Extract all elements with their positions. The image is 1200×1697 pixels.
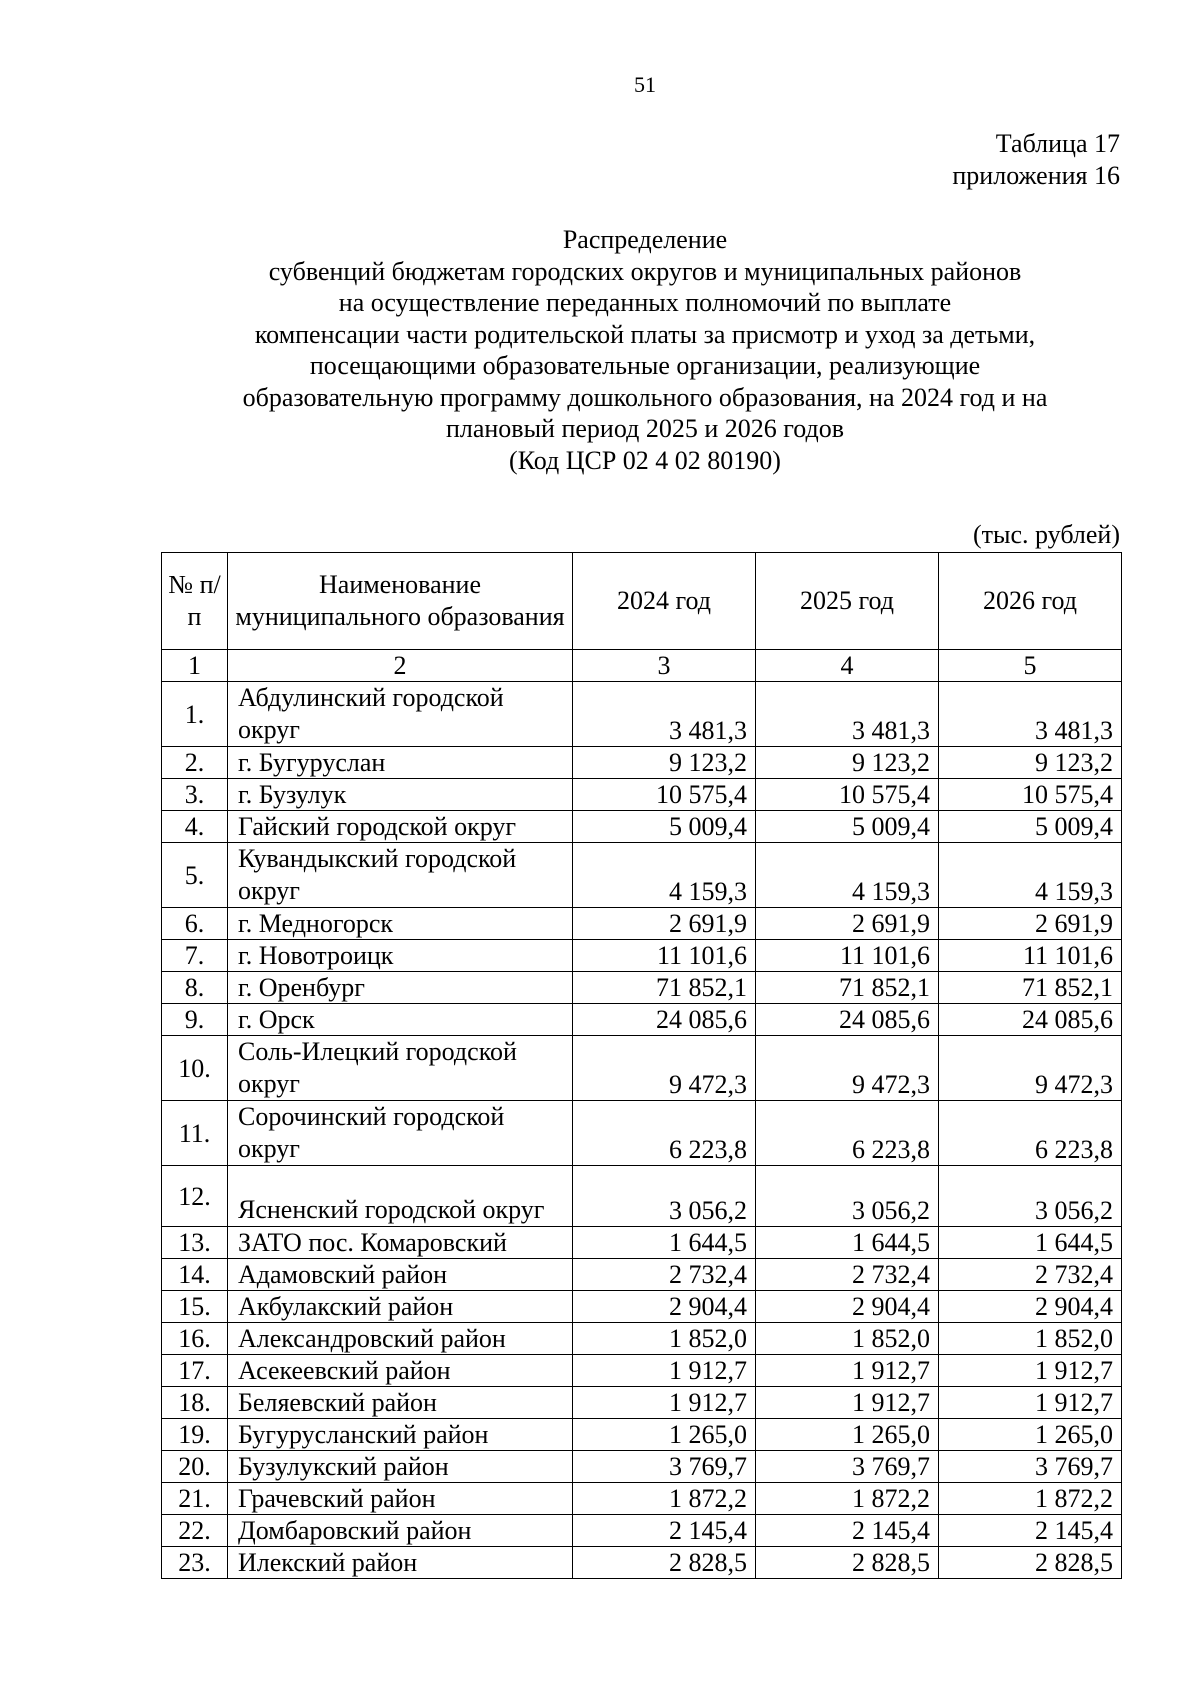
- municipality-name: г. Орск: [228, 1004, 573, 1036]
- value-2025: 2 691,9: [756, 908, 939, 940]
- municipality-name: Соль-Илецкий городской округ: [228, 1036, 573, 1101]
- row-number: 18.: [162, 1387, 228, 1419]
- table-row: [162, 1227, 1122, 1259]
- table-row: [162, 1483, 1122, 1515]
- value-2025: 1 872,2: [756, 1483, 939, 1515]
- value-2024: 5 009,4: [573, 811, 756, 843]
- value-2025: 2 904,4: [756, 1291, 939, 1323]
- row-number: 23.: [162, 1547, 228, 1579]
- municipality-name: Александровский район: [228, 1323, 573, 1355]
- table-row: [162, 843, 1122, 908]
- table-row: [162, 779, 1122, 811]
- title-line: посещающими образовательные организации, реализующие: [309, 351, 981, 380]
- value-2025: 2 732,4: [756, 1259, 939, 1291]
- value-2025: 10 575,4: [756, 779, 939, 811]
- value-2024: 10 575,4: [573, 779, 756, 811]
- column-number: 5: [939, 650, 1122, 682]
- value-2024: 4 159,3: [573, 843, 756, 908]
- municipality-name: г. Оренбург: [228, 972, 573, 1004]
- title-line: субвенций бюджетам городских округов и муниципальных районов: [268, 256, 1022, 286]
- units-label: (тыс. рублей): [972, 520, 1120, 549]
- value-2025: 6 223,8: [756, 1101, 939, 1166]
- table-row: [162, 1101, 1122, 1166]
- value-2024: 3 769,7: [573, 1451, 756, 1483]
- value-2026: 5 009,4: [939, 811, 1122, 843]
- municipality-name: Гайский городской округ: [228, 811, 573, 843]
- table-row: [162, 908, 1122, 940]
- value-2024: 1 644,5: [573, 1227, 756, 1259]
- row-number: 19.: [162, 1419, 228, 1451]
- value-2026: 9 123,2: [939, 747, 1122, 779]
- municipality-name: Акбулакский район: [228, 1291, 573, 1323]
- row-number: 6.: [162, 908, 228, 940]
- value-2025: 1 912,7: [756, 1387, 939, 1419]
- value-2026: 4 159,3: [939, 843, 1122, 908]
- municipality-name: Бугурусланский район: [228, 1419, 573, 1451]
- municipality-name: Грачевский район: [228, 1483, 573, 1515]
- row-number: 2.: [162, 747, 228, 779]
- row-number: 7.: [162, 940, 228, 972]
- table-row: [162, 940, 1122, 972]
- municipality-name: г. Бузулук: [228, 779, 573, 811]
- row-number: 13.: [162, 1227, 228, 1259]
- row-number: 12.: [162, 1166, 228, 1227]
- municipality-name: Илекский район: [228, 1547, 573, 1579]
- value-2024: 24 085,6: [573, 1004, 756, 1036]
- table-row: [162, 811, 1122, 843]
- value-2024: 9 123,2: [573, 747, 756, 779]
- value-2026: 2 691,9: [939, 908, 1122, 940]
- value-2025: 1 912,7: [756, 1355, 939, 1387]
- table-row: [162, 1387, 1122, 1419]
- table-row: [162, 1451, 1122, 1483]
- municipality-name: Асекеевский район: [228, 1355, 573, 1387]
- table-row: [162, 747, 1122, 779]
- distribution-table: [161, 552, 1122, 1579]
- table-row: [162, 1259, 1122, 1291]
- municipality-name: Адамовский район: [228, 1259, 573, 1291]
- table-row: [162, 682, 1122, 747]
- table-header-row: [162, 553, 1122, 650]
- municipality-name: ЗАТО пос. Комаровский: [228, 1227, 573, 1259]
- table-row: [162, 972, 1122, 1004]
- table-row: [162, 1419, 1122, 1451]
- value-2024: 1 872,2: [573, 1483, 756, 1515]
- row-number: 21.: [162, 1483, 228, 1515]
- title-line: плановый период 2025 и 2026 годов: [445, 414, 845, 443]
- municipality-name: г. Бугуруслан: [228, 747, 573, 779]
- table-row: [162, 1515, 1122, 1547]
- table-row: [162, 1547, 1122, 1579]
- value-2025: 9 123,2: [756, 747, 939, 779]
- municipality-name: Сорочинский городской округ: [228, 1101, 573, 1166]
- value-2026: 1 265,0: [939, 1419, 1122, 1451]
- table-reference: [952, 128, 1120, 192]
- page-number: 51: [634, 72, 656, 97]
- row-number: 15.: [162, 1291, 228, 1323]
- value-2025: 3 769,7: [756, 1451, 939, 1483]
- value-2026: 1 644,5: [939, 1227, 1122, 1259]
- value-2026: 11 101,6: [939, 940, 1122, 972]
- value-2024: 2 732,4: [573, 1259, 756, 1291]
- value-2025: 9 472,3: [756, 1036, 939, 1101]
- title-line: образовательную программу дошкольного образования, на 2024 год и на: [242, 382, 1048, 412]
- value-2026: 2 732,4: [939, 1259, 1122, 1291]
- value-2025: 71 852,1: [756, 972, 939, 1004]
- row-number: 16.: [162, 1323, 228, 1355]
- value-2025: 5 009,4: [756, 811, 939, 843]
- row-number: 22.: [162, 1515, 228, 1547]
- municipality-name: Домбаровский район: [228, 1515, 573, 1547]
- header-2025: 2025 год: [756, 553, 939, 650]
- column-number: 3: [573, 650, 756, 682]
- header-2024: 2024 год: [573, 553, 756, 650]
- header-name: Наименование муниципального образования: [228, 553, 573, 650]
- table-row: [162, 1323, 1122, 1355]
- municipality-name: г. Медногорск: [228, 908, 573, 940]
- title-line: на осуществление переданных полномочий по выплате: [338, 288, 952, 317]
- header-number: № п/п: [162, 553, 228, 650]
- value-2025: 1 265,0: [756, 1419, 939, 1451]
- municipality-name: Ясненский городской округ: [228, 1166, 573, 1227]
- value-2026: 3 769,7: [939, 1451, 1122, 1483]
- value-2026: 3 056,2: [939, 1166, 1122, 1227]
- value-2024: 3 056,2: [573, 1166, 756, 1227]
- value-2026: 1 872,2: [939, 1483, 1122, 1515]
- value-2025: 2 828,5: [756, 1547, 939, 1579]
- municipality-name: г. Новотроицк: [228, 940, 573, 972]
- row-number: 4.: [162, 811, 228, 843]
- row-number: 14.: [162, 1259, 228, 1291]
- value-2026: 2 904,4: [939, 1291, 1122, 1323]
- value-2026: 3 481,3: [939, 682, 1122, 747]
- value-2026: 10 575,4: [939, 779, 1122, 811]
- table-row: [162, 1355, 1122, 1387]
- value-2024: 71 852,1: [573, 972, 756, 1004]
- value-2026: 9 472,3: [939, 1036, 1122, 1101]
- value-2026: 1 852,0: [939, 1323, 1122, 1355]
- value-2024: 1 912,7: [573, 1387, 756, 1419]
- value-2024: 1 265,0: [573, 1419, 756, 1451]
- row-number: 9.: [162, 1004, 228, 1036]
- value-2024: 6 223,8: [573, 1101, 756, 1166]
- value-2026: 2 828,5: [939, 1547, 1122, 1579]
- row-number: 3.: [162, 779, 228, 811]
- table-row: [162, 1036, 1122, 1101]
- row-number: 10.: [162, 1036, 228, 1101]
- table-row: [162, 1004, 1122, 1036]
- column-number: 4: [756, 650, 939, 682]
- value-2026: 24 085,6: [939, 1004, 1122, 1036]
- column-number-row: [162, 650, 1122, 682]
- value-2025: 11 101,6: [756, 940, 939, 972]
- municipality-name: Абдулинский городской округ: [228, 682, 573, 747]
- row-number: 8.: [162, 972, 228, 1004]
- value-2026: 6 223,8: [939, 1101, 1122, 1166]
- table-reference-line-2: приложения 16: [952, 161, 1120, 190]
- value-2024: 1 912,7: [573, 1355, 756, 1387]
- value-2024: 9 472,3: [573, 1036, 756, 1101]
- value-2025: 1 852,0: [756, 1323, 939, 1355]
- row-number: 5.: [162, 843, 228, 908]
- value-2025: 4 159,3: [756, 843, 939, 908]
- municipality-name: Беляевский район: [228, 1387, 573, 1419]
- value-2024: 2 904,4: [573, 1291, 756, 1323]
- value-2026: 1 912,7: [939, 1387, 1122, 1419]
- municipality-name: Бузулукский район: [228, 1451, 573, 1483]
- value-2026: 2 145,4: [939, 1515, 1122, 1547]
- value-2024: 1 852,0: [573, 1323, 756, 1355]
- value-2024: 11 101,6: [573, 940, 756, 972]
- header-2026: 2026 год: [939, 553, 1122, 650]
- municipality-name: Кувандыкский городской округ: [228, 843, 573, 908]
- value-2026: 1 912,7: [939, 1355, 1122, 1387]
- value-2025: 24 085,6: [756, 1004, 939, 1036]
- value-2024: 3 481,3: [573, 682, 756, 747]
- row-number: 1.: [162, 682, 228, 747]
- table-row: [162, 1166, 1122, 1227]
- table-body: [162, 682, 1122, 1579]
- table-row: [162, 1291, 1122, 1323]
- value-2026: 71 852,1: [939, 972, 1122, 1004]
- value-2024: 2 145,4: [573, 1515, 756, 1547]
- title-line: компенсации части родительской платы за присмотр и уход за детьми,: [254, 319, 1036, 349]
- document-title: [100, 224, 1190, 476]
- value-2024: 2 691,9: [573, 908, 756, 940]
- column-number: 1: [162, 650, 228, 682]
- row-number: 17.: [162, 1355, 228, 1387]
- title-line: (Код ЦСР 02 4 02 80190): [509, 445, 781, 475]
- column-number: 2: [228, 650, 573, 682]
- row-number: 20.: [162, 1451, 228, 1483]
- value-2025: 3 481,3: [756, 682, 939, 747]
- value-2025: 2 145,4: [756, 1515, 939, 1547]
- value-2025: 3 056,2: [756, 1166, 939, 1227]
- value-2025: 1 644,5: [756, 1227, 939, 1259]
- row-number: 11.: [162, 1101, 228, 1166]
- value-2024: 2 828,5: [573, 1547, 756, 1579]
- title-line: Распределение: [562, 225, 728, 254]
- table-reference-line-1: Таблица 17: [995, 129, 1120, 158]
